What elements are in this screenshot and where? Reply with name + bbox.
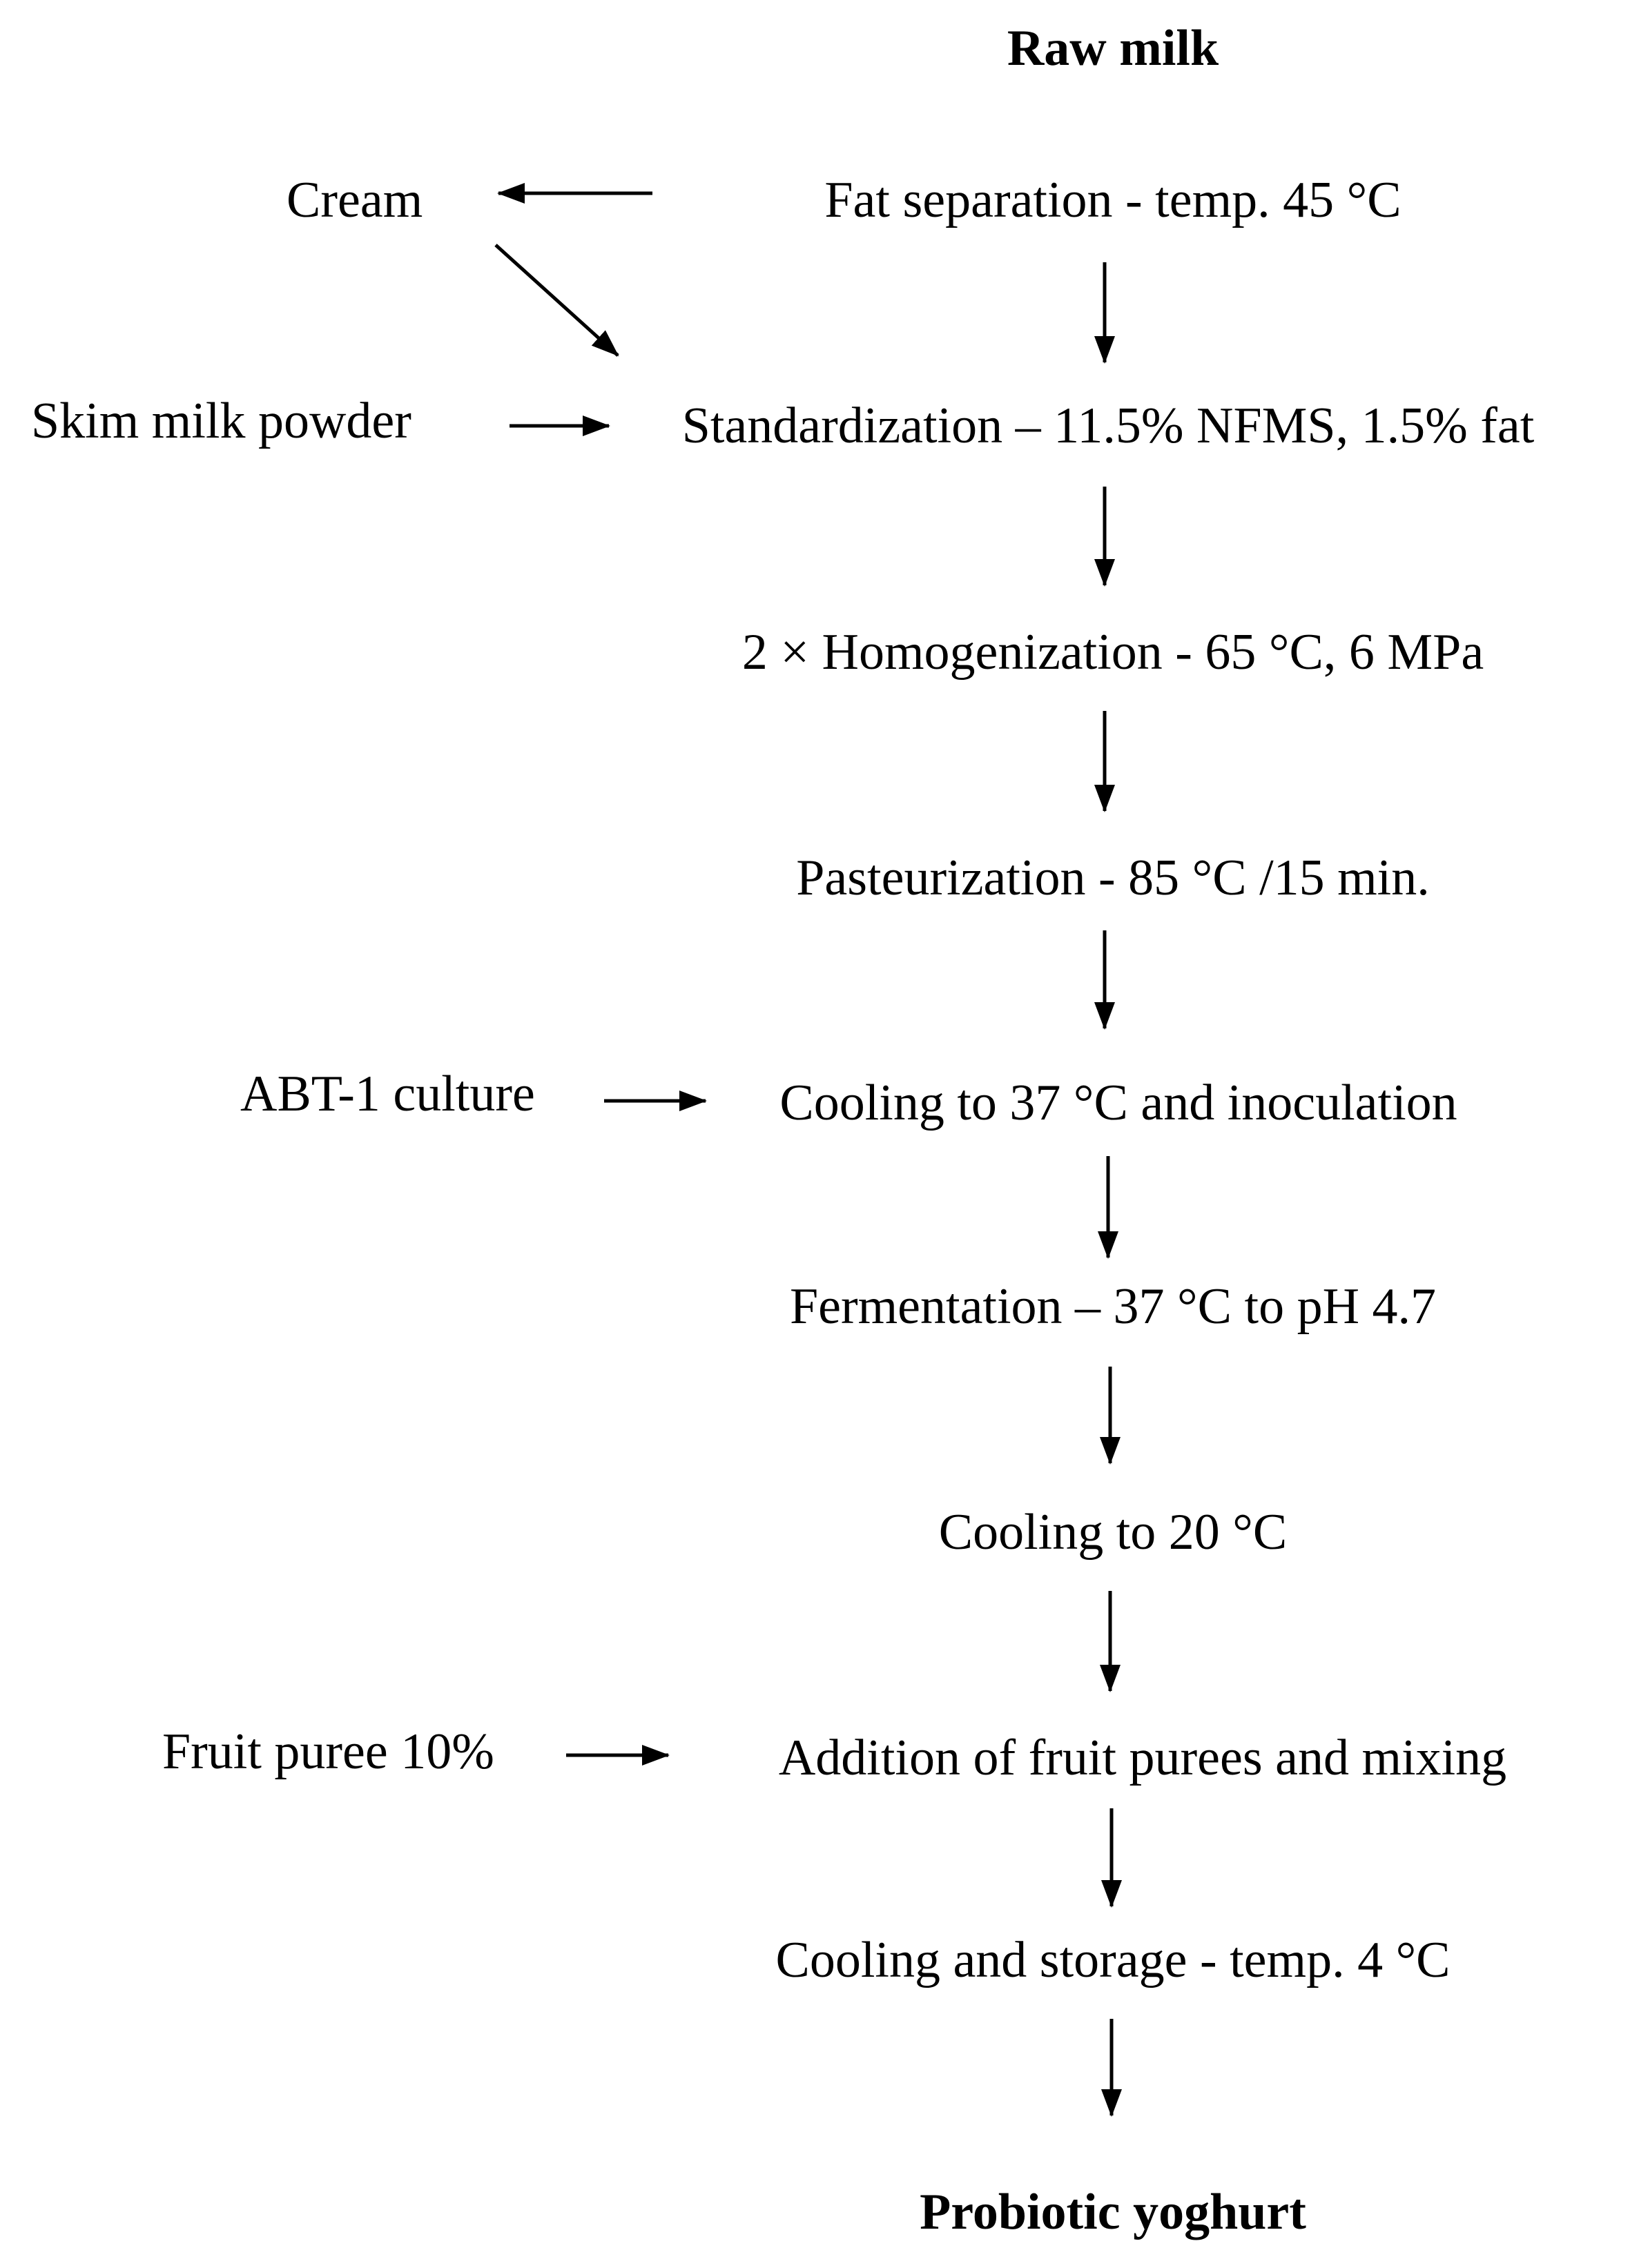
step-homogenization: 2 × Homogenization - 65 °C, 6 MPa <box>741 624 1484 681</box>
step-fat-separation: Fat separation - temp. 45 °C <box>824 172 1402 228</box>
arrow-cream-to-standardization <box>496 245 618 355</box>
step-addition-fruit-purees: Addition of fruit purees and mixing <box>778 1730 1507 1786</box>
start-node-raw-milk: Raw milk <box>1007 20 1219 77</box>
step-standardization: Standardization – 11.5% NFMS, 1.5% fat <box>681 398 1535 454</box>
step-cooling-inoculation: Cooling to 37 °C and inoculation <box>779 1075 1457 1131</box>
end-node-probiotic-yoghurt: Probiotic yoghurt <box>920 2184 1306 2240</box>
step-cooling-20: Cooling to 20 °C <box>938 1504 1288 1561</box>
side-input-fruit-puree: Fruit puree 10% <box>162 1723 494 1780</box>
step-fermentation: Fermentation – 37 °C to pH 4.7 <box>789 1278 1437 1335</box>
step-pasteurization: Pasteurization - 85 °C /15 min. <box>796 850 1430 906</box>
side-input-abt-culture: ABT-1 culture <box>240 1066 535 1122</box>
step-cooling-storage: Cooling and storage - temp. 4 °C <box>775 1932 1451 1988</box>
side-output-cream: Cream <box>287 172 423 228</box>
side-input-skim-milk-powder: Skim milk powder <box>31 393 411 449</box>
